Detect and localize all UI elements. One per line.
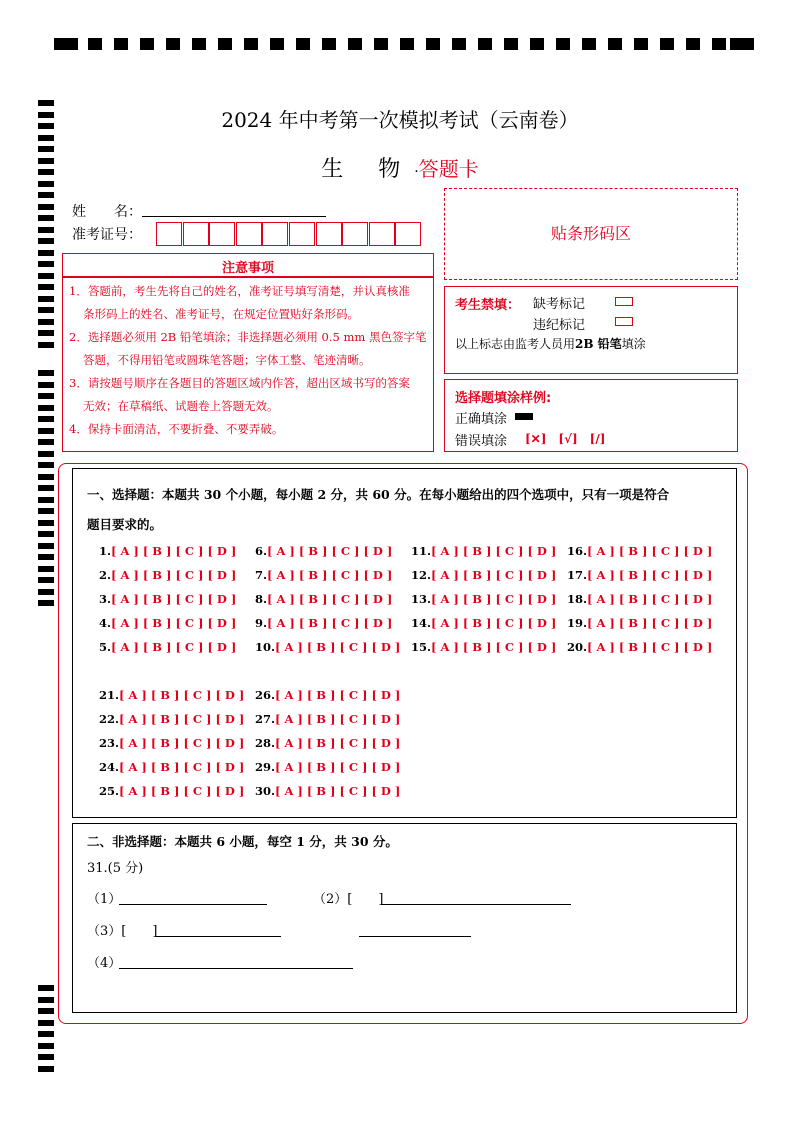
notice-item-1b: 条形码上的姓名、准考证号，在规定位置贴好条形码。	[83, 307, 359, 321]
question-number: 7.	[255, 568, 268, 582]
choice-question[interactable]	[99, 760, 244, 774]
timing-mark	[38, 382, 54, 388]
id-digit-cell[interactable]	[262, 222, 288, 246]
choice-question[interactable]	[255, 760, 400, 774]
answer-options[interactable]: [ A ] [ B ] [ C ] [ D ]	[111, 592, 237, 606]
forbidden-box	[444, 286, 738, 374]
answer-options[interactable]: [ A ] [ B ] [ C ] [ D ]	[431, 616, 557, 630]
choice-question[interactable]	[255, 784, 400, 798]
choice-question[interactable]	[99, 688, 244, 702]
timing-mark	[426, 38, 440, 50]
timing-mark	[686, 38, 700, 50]
timing-mark	[38, 204, 54, 210]
section-choice	[72, 468, 737, 818]
timing-mark	[478, 38, 492, 50]
timing-mark	[38, 497, 54, 503]
timing-mark	[218, 38, 232, 50]
timing-mark	[38, 531, 54, 537]
timing-mark	[38, 1031, 54, 1037]
timing-mark	[38, 330, 54, 336]
choice-question[interactable]	[567, 616, 712, 630]
timing-mark	[38, 342, 54, 348]
timing-mark	[730, 38, 754, 50]
choice-question[interactable]	[255, 544, 392, 558]
timing-mark	[38, 485, 54, 491]
id-digit-cell[interactable]	[289, 222, 315, 246]
timing-mark	[54, 38, 78, 50]
answer-options[interactable]: [ A ] [ B ] [ C ] [ D ]	[119, 784, 245, 798]
question-number: 20.	[567, 640, 588, 654]
violation-mark-box[interactable]	[615, 317, 633, 326]
timing-mark	[38, 284, 54, 290]
timing-mark	[38, 439, 54, 445]
question-number: 11.	[411, 544, 432, 558]
notice-box	[62, 277, 434, 452]
q31-blank-1[interactable]	[119, 904, 267, 905]
timing-mark	[38, 405, 54, 411]
question-number: 9.	[255, 616, 268, 630]
forbidden-note	[455, 335, 646, 352]
answer-options[interactable]: [ A ] [ B ] [ C ] [ D ]	[587, 616, 713, 630]
question-number: 5.	[99, 640, 112, 654]
answer-options[interactable]: [ A ] [ B ] [ C ] [ D ]	[275, 784, 401, 798]
timing-mark	[38, 1066, 54, 1072]
answer-options[interactable]: [ A ] [ B ] [ C ] [ D ]	[267, 568, 393, 582]
answer-options[interactable]: [ A ] [ B ] [ C ] [ D ]	[119, 688, 245, 702]
timing-mark	[38, 307, 54, 313]
timing-mark	[504, 38, 518, 50]
timing-mark	[400, 38, 414, 50]
question-number: 17.	[567, 568, 588, 582]
question-number: 1.	[99, 544, 112, 558]
notice-item-4: 4．保持卡面清洁，不要折叠、不要弄破。	[69, 422, 284, 436]
answer-options[interactable]: [ A ] [ B ] [ C ] [ D ]	[111, 544, 237, 558]
answer-options[interactable]: [ A ] [ B ] [ C ] [ D ]	[275, 712, 401, 726]
absent-label: 缺考标记	[533, 297, 586, 312]
choice-question[interactable]	[567, 640, 712, 654]
wrong-fill-samples: [✕] [√] [/]	[525, 432, 606, 446]
timing-mark	[38, 1043, 54, 1049]
timing-mark	[38, 416, 54, 422]
choice-question[interactable]	[411, 592, 556, 606]
id-digit-cell[interactable]	[209, 222, 235, 246]
question-number: 13.	[411, 592, 432, 606]
timing-mark	[38, 600, 54, 606]
timing-mark	[322, 38, 336, 50]
timing-marks-left-middle	[38, 370, 54, 610]
answer-options[interactable]: [ A ] [ B ] [ C ] [ D ]	[111, 640, 237, 654]
answer-options[interactable]: [ A ] [ B ] [ C ] [ D ]	[111, 568, 237, 582]
timing-mark	[38, 192, 54, 198]
question-number: 4.	[99, 616, 112, 630]
choice-question[interactable]	[99, 544, 236, 558]
forbidden-note-bold: 2B 铅笔	[575, 337, 622, 351]
timing-mark	[192, 38, 206, 50]
timing-mark	[608, 38, 622, 50]
timing-mark	[38, 462, 54, 468]
timing-mark	[244, 38, 258, 50]
choice-question[interactable]	[99, 736, 244, 750]
choice-question[interactable]	[99, 640, 236, 654]
choice-question[interactable]	[99, 784, 244, 798]
timing-mark	[348, 38, 362, 50]
barcode-label: 贴条形码区	[550, 224, 631, 243]
notice-item-2b: 答题，不得用铅笔或圆珠笔答题；字体工整、笔迹清晰。	[83, 353, 371, 367]
section-nonchoice	[72, 823, 737, 1013]
notice-item-1: 1．答题前，考生先将自己的姓名，准考证号填写清楚，并认真核准	[69, 284, 410, 298]
question-number: 29.	[255, 760, 276, 774]
timing-mark	[38, 370, 54, 376]
question-number: 24.	[99, 760, 120, 774]
choice-question[interactable]	[567, 568, 712, 582]
section-choice-title-1: 一、选择题：本题共 30 个小题，每小题 2 分，共 60 分。在每小题给出的四个选项中，只有一项是符合	[87, 487, 670, 502]
timing-mark	[140, 38, 154, 50]
fill-sample-box	[444, 379, 738, 452]
question-number: 3.	[99, 592, 112, 606]
question-number: 15.	[411, 640, 432, 654]
timing-mark	[88, 38, 102, 50]
notice-item-2: 2．选择题必须用 2B 铅笔填涂；非选择题必须用 0.5 mm 黑色签字笔	[69, 330, 427, 344]
question-number: 27.	[255, 712, 276, 726]
choice-question[interactable]	[411, 616, 556, 630]
id-digit-cell[interactable]	[183, 222, 209, 246]
q31-label: 31.(5 分)	[87, 861, 144, 876]
q31-blank-3b[interactable]	[359, 936, 471, 937]
section-choice-title-2: 题目要求的。	[87, 517, 163, 532]
answer-options[interactable]: [ A ] [ B ] [ C ] [ D ]	[119, 712, 245, 726]
id-digit-cell[interactable]	[156, 222, 182, 246]
timing-mark	[38, 566, 54, 572]
choice-question[interactable]	[255, 568, 392, 582]
question-number: 6.	[255, 544, 268, 558]
wrong-label: 错误填涂	[455, 434, 508, 449]
question-number: 22.	[99, 712, 120, 726]
timing-mark	[582, 38, 596, 50]
timing-mark	[38, 474, 54, 480]
forbidden-label: 考生禁填：	[455, 298, 521, 313]
timing-mark	[296, 38, 310, 50]
timing-mark	[38, 554, 54, 560]
card-label: 答题卡	[418, 157, 479, 181]
timing-mark	[452, 38, 466, 50]
answer-options[interactable]: [ A ] [ B ] [ C ] [ D ]	[267, 592, 393, 606]
choice-question[interactable]	[99, 592, 236, 606]
timing-mark	[38, 428, 54, 434]
timing-marks-left-lower	[38, 985, 54, 1075]
timing-mark	[38, 238, 54, 244]
notice-heading-box	[62, 253, 434, 277]
question-number: 14.	[411, 616, 432, 630]
choice-question[interactable]	[255, 736, 400, 750]
answer-options[interactable]: [ A ] [ B ] [ C ] [ D ]	[119, 736, 245, 750]
answer-options[interactable]: [ A ] [ B ] [ C ] [ D ]	[119, 760, 245, 774]
id-label: 准考证号：	[72, 227, 142, 243]
choice-question[interactable]	[411, 544, 556, 558]
id-digit-cell[interactable]	[316, 222, 342, 246]
answer-options[interactable]: [ A ] [ B ] [ C ] [ D ]	[267, 616, 393, 630]
page-title: 2024 年中考第一次模拟考试（云南卷）	[221, 108, 579, 132]
q31-blank-1-label: （1）	[87, 892, 122, 907]
barcode-area	[444, 188, 738, 280]
timing-mark	[38, 393, 54, 399]
id-digit-cell[interactable]	[395, 222, 421, 246]
q31-blank-2[interactable]	[381, 904, 571, 905]
timing-mark	[38, 577, 54, 583]
timing-mark	[38, 997, 54, 1003]
answer-options[interactable]: [ A ] [ B ] [ C ] [ D ]	[587, 592, 713, 606]
q31-blank-3-label: （3）[ ]	[87, 924, 158, 939]
timing-mark	[38, 1020, 54, 1026]
answer-options[interactable]: [ A ] [ B ] [ C ] [ D ]	[275, 760, 401, 774]
timing-mark	[38, 451, 54, 457]
timing-mark	[38, 543, 54, 549]
answer-options[interactable]: [ A ] [ B ] [ C ] [ D ]	[431, 568, 557, 582]
subject-title	[0, 152, 800, 183]
q31-blank-2-label: （2）[ ]	[313, 892, 384, 907]
choice-question[interactable]	[411, 568, 556, 582]
choice-question[interactable]	[255, 688, 400, 702]
timing-mark	[270, 38, 284, 50]
answer-options[interactable]: [ A ] [ B ] [ C ] [ D ]	[267, 544, 393, 558]
name-field[interactable]	[142, 216, 326, 217]
choice-question[interactable]	[99, 712, 244, 726]
timing-mark	[660, 38, 674, 50]
id-digit-cell[interactable]	[369, 222, 395, 246]
timing-mark	[530, 38, 544, 50]
timing-mark	[38, 296, 54, 302]
question-number: 25.	[99, 784, 120, 798]
question-number: 12.	[411, 568, 432, 582]
question-number: 26.	[255, 688, 276, 702]
fill-sample-heading: 选择题填涂样例:	[455, 391, 552, 406]
question-number: 8.	[255, 592, 268, 606]
section-nonchoice-title: 二、非选择题：本题共 6 小题，每空 1 分，共 30 分。	[87, 834, 398, 849]
notice-item-3b: 无效；在草稿纸、试题卷上答题无效。	[83, 399, 279, 413]
question-number: 18.	[567, 592, 588, 606]
timing-mark	[38, 1008, 54, 1014]
q31-blank-4[interactable]	[119, 968, 353, 969]
choice-question[interactable]	[255, 592, 392, 606]
timing-mark	[38, 227, 54, 233]
timing-mark	[38, 319, 54, 325]
timing-mark	[38, 1054, 54, 1060]
id-number-grid[interactable]	[156, 222, 422, 246]
correct-fill-sample	[515, 413, 533, 420]
timing-mark	[38, 135, 54, 141]
timing-mark	[38, 985, 54, 991]
choice-question[interactable]	[99, 568, 236, 582]
question-number: 23.	[99, 736, 120, 750]
timing-marks-top	[54, 38, 754, 52]
answer-options[interactable]: [ A ] [ B ] [ C ] [ D ]	[587, 568, 713, 582]
timing-mark	[38, 273, 54, 279]
question-number: 19.	[567, 616, 588, 630]
timing-mark	[38, 261, 54, 267]
question-number: 30.	[255, 784, 276, 798]
subject-name: 生 物	[321, 157, 415, 182]
choice-question[interactable]	[411, 640, 556, 654]
title-dot: ·	[414, 164, 419, 180]
id-digit-cell[interactable]	[236, 222, 262, 246]
q31-blank-3[interactable]	[155, 936, 281, 937]
absent-mark-box[interactable]	[615, 297, 633, 306]
answer-options[interactable]: [ A ] [ B ] [ C ] [ D ]	[275, 640, 401, 654]
answer-options[interactable]: [ A ] [ B ] [ C ] [ D ]	[431, 592, 557, 606]
answer-options[interactable]: [ A ] [ B ] [ C ] [ D ]	[587, 640, 713, 654]
forbidden-note-suffix: 填涂	[621, 337, 646, 351]
q31-blank-4-label: （4）	[87, 956, 122, 971]
id-digit-cell[interactable]	[342, 222, 368, 246]
name-label: 姓 名：	[72, 204, 142, 220]
timing-mark	[38, 250, 54, 256]
question-number: 2.	[99, 568, 112, 582]
timing-mark	[114, 38, 128, 50]
choice-question[interactable]	[567, 544, 712, 558]
timing-mark	[634, 38, 648, 50]
choice-question[interactable]	[255, 640, 400, 654]
question-number: 21.	[99, 688, 120, 702]
answer-options[interactable]: [ A ] [ B ] [ C ] [ D ]	[111, 616, 237, 630]
answer-options[interactable]: [ A ] [ B ] [ C ] [ D ]	[431, 640, 557, 654]
choice-question[interactable]	[255, 712, 400, 726]
violation-label: 违纪标记	[533, 318, 586, 333]
timing-mark	[38, 508, 54, 514]
answer-options[interactable]: [ A ] [ B ] [ C ] [ D ]	[431, 544, 557, 558]
notice-item-3: 3．请按题号顺序在各题目的答题区域内作答，超出区域书写的答案	[69, 376, 410, 390]
timing-mark	[38, 520, 54, 526]
choice-question[interactable]	[99, 616, 236, 630]
question-number: 28.	[255, 736, 276, 750]
question-number: 16.	[567, 544, 588, 558]
answer-options[interactable]: [ A ] [ B ] [ C ] [ D ]	[275, 688, 401, 702]
forbidden-note-prefix: 以上标志由监考人员用	[455, 337, 576, 351]
timing-mark	[166, 38, 180, 50]
timing-mark	[556, 38, 570, 50]
question-number: 10.	[255, 640, 276, 654]
timing-mark	[38, 215, 54, 221]
notice-heading: 注意事项	[221, 261, 274, 276]
answer-options[interactable]: [ A ] [ B ] [ C ] [ D ]	[275, 736, 401, 750]
timing-mark	[38, 589, 54, 595]
timing-mark	[712, 38, 726, 50]
choice-question[interactable]	[567, 592, 712, 606]
correct-label: 正确填涂	[455, 412, 508, 427]
choice-question[interactable]	[255, 616, 392, 630]
answer-options[interactable]: [ A ] [ B ] [ C ] [ D ]	[587, 544, 713, 558]
timing-mark	[374, 38, 388, 50]
